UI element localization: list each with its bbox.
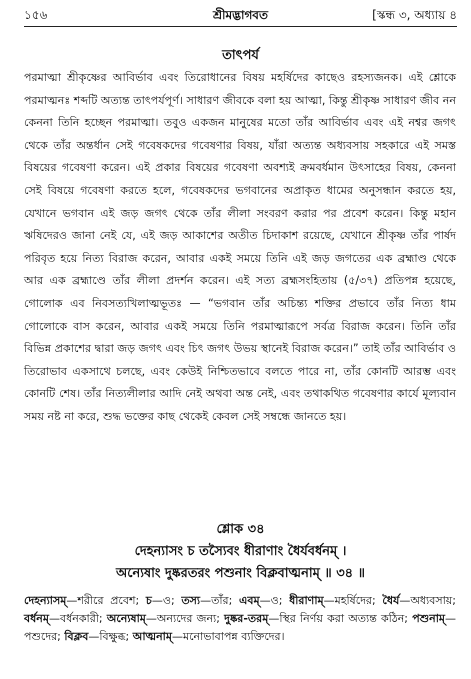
synonym-term: ধৈর্য (382, 594, 400, 607)
synonym-meaning: —স্থির নির্ণয় করা অত্যন্ত কঠিন; (268, 611, 413, 625)
synonym-meaning: —শরীরে প্রবেশ; (66, 594, 146, 607)
book-title: শ্রীমদ্ভাগবত (212, 8, 268, 22)
synonym-term: তস্য (181, 594, 201, 607)
word-meanings (24, 592, 456, 645)
verse-title: শ্লোক ৩৪ (216, 522, 265, 537)
synonym-meaning: —মহর্ষিদের; (323, 594, 383, 607)
header-rule (24, 26, 457, 27)
synonym-meaning: —ও; (151, 594, 182, 607)
synonym-term: অন্যেষাম্ (106, 611, 146, 625)
synonym-meaning: —বর্ধনকারী; (48, 611, 107, 625)
synonym-term: এবম্ (238, 594, 260, 607)
purport-text: পরমাত্মা শ্রীকৃষ্ণের আবির্ভাব এবং তিরোধানের বিষয় মহর্ষিদের কাছেও রহস্যজনক। এই শ্লোকে পরমাত্মনঃ শব্দটি অত্যন্ত তাৎপর্যপূর্ণ। সাধারণ জীবকে বলা হয় আত্মা, কিন্তু শ্রীকৃষ্ণ সাধারণ জীব নন কেননা তিনি হচ্ছেন পরমাত্মা। তবুও একজন মানুষের মতো তাঁর আবির্ভাব এবং এই নশ্বর জগৎ থেকে তাঁর অন্তর্ধান সেই গবেষকদের গবেষণার বিষয়, যাঁরা অত্যন্ত অধ্যবসায় সহকারে এই সমস্ত বিষয়ের গবেষণা করেন। এই প্রকার বিষয়ের গবেষণা অবশ্যই ক্রমবর্ধমান উৎসাহের বিষয়, কেননা সেই বিষয়ে গবেষণা করতে হলে, গবেষকদের ভগবানের অপ্রাকৃত ধামের অনুসন্ধান করতে হয়, যেখানে ভগবান এই জড় জগৎ থেকে তাঁর লীলা সংবরণ করার পর প্রবেশ করেন। কিন্তু মহান ঋষিদেরও জানা নেই যে, এই জড় আকাশের অতীত চিদাকাশ রয়েছে, যেখানে শ্রীকৃষ্ণ তাঁর পার্ষদ পরিবৃত হয়ে নিত্য বিরাজ করেন, আবার একই সময়ে তিনি এই জড় জগতের এক ব্রহ্মাণ্ড থেকে আর এক ব্রহ্মাণ্ডে তাঁর লীলা প্রদর্শন করেন। এই সত্য ব্রহ্মসংহিতায় (৫/৩৭) প্রতিপন্ন হয়েছে, গোলোক এব নিবসত্যখিলাত্মভূতঃ — “ভগবান তাঁর অচিন্ত্য শক্তির প্রভাবে তাঁর নিত্য ধাম গোলোকে বাস করেন, আবার একই সময়ে তিনি পরমাত্মারূপে সর্বত্র বিরাজ করেন। তিনি তাঁর বিভিন্ন প্রকাশের দ্বারা জড় জগৎ এবং চিৎ জগৎ উভয় স্থানেই বিরাজ করেন।” তাই তাঁর আবির্ভাব ও তিরোভাব একসাথে চলছে, এবং কেউই নিশ্চিতভাবে বলতে পারে না, তাঁর কোনটি আরম্ভ এবং কোনটি শেষ। তাঁর নিত্যলীলার আদি নেই অথবা অন্ত নেই, এবং তথাকথিত গবেষণার কার্যে মূল্যবান সময় নষ্ট না করে, শুদ্ধ ভক্তের কাছ থেকেই কেবল সেই সম্বন্ধে জানতে হয়। (24, 71, 456, 423)
verse-line-1: দেহন্যাসং চ তস্যৈবং ধীরাণাং ধৈর্যবর্ধনম্ । (134, 544, 347, 559)
synonym-meaning: —অধ্যবসায়; (399, 594, 456, 607)
synonym-term: পশুনাম্ (412, 611, 445, 625)
verse-line-2: অন্যেষাং দুষ্করতরং পশুনাং বিক্লবাত্মনাম্ ॥ ৩৪ ॥ (115, 566, 366, 581)
synonym-term: আত্মনাম্ (132, 629, 172, 643)
purport-heading: তাৎপর্য (222, 48, 259, 63)
synonym-term: বিক্লব (64, 629, 89, 643)
synonym-term: চ (145, 594, 152, 607)
synonym-meaning: —মনোভাবাপন্ন ব্যক্তিদের। (171, 629, 285, 643)
synonym-term: দেহন্যাসম্ (24, 594, 67, 607)
synonym-meaning: —বিক্ষুব্ধ; (88, 629, 133, 643)
page-number: ১৫৬ (24, 8, 48, 22)
chapter-reference: [স্কন্ধ ৩, অধ্যায় ৪ (372, 8, 457, 22)
synonym-meaning: —অন্যদের জন্য; (145, 611, 225, 625)
verse-text (24, 541, 457, 585)
synonym-term: ধীরাণাম্ (289, 594, 324, 607)
synonym-meaning: —তাঁর; (200, 594, 239, 607)
synonym-term: বর্ধনম্ (24, 611, 49, 625)
synonym-meaning: —ও; (259, 594, 290, 607)
synonym-meaning: —পশুদের; (24, 611, 456, 643)
synonym-term: দুষ্কর-তরম্ (224, 611, 269, 625)
page-header (24, 5, 457, 25)
